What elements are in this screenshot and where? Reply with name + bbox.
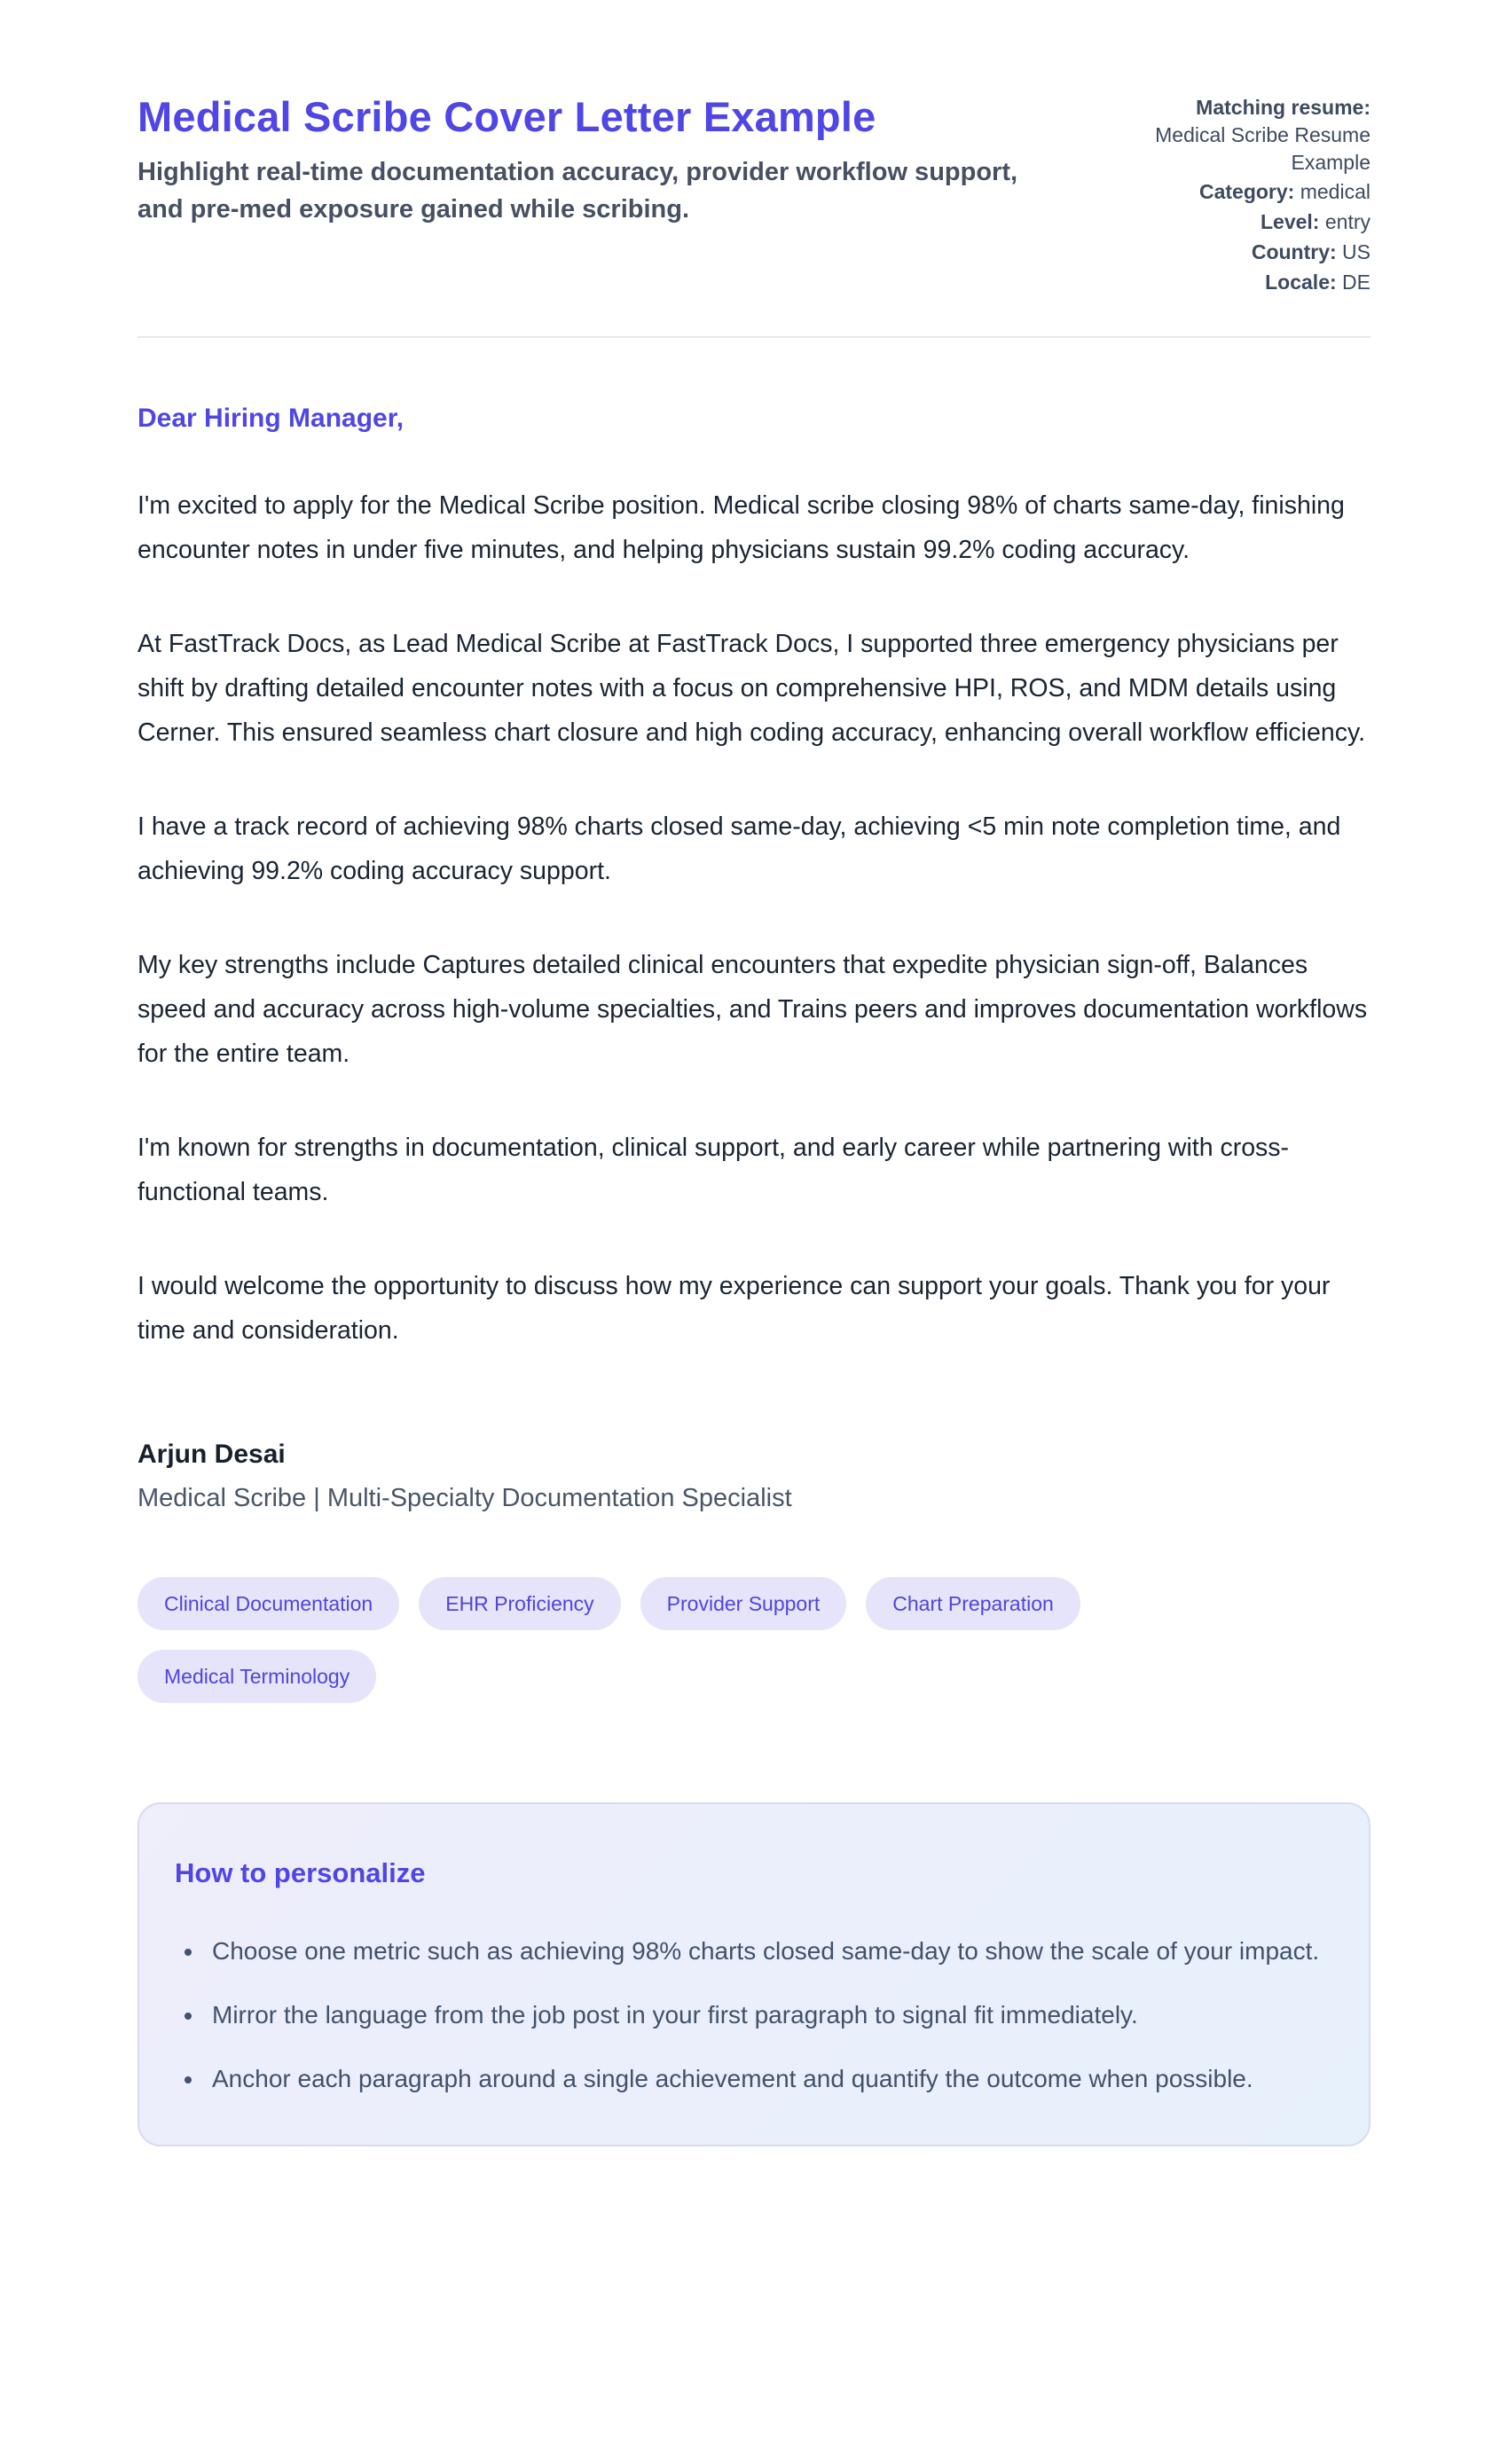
meta-locale [1118, 269, 1371, 296]
meta-country [1118, 239, 1371, 266]
page-subtitle: Highlight real-time documentation accuracy, provider workflow support, and pre-med exposure gained while scribing. [137, 157, 1018, 224]
personalize-tip: • Anchor each paragraph around a single achievement and quantify the outcome when possible. [205, 2056, 1324, 2102]
letter-paragraph: I have a track record of achieving 98% charts closed same-day, achieving <5 min note completion time, and achieving 99.2% coding accuracy support. [137, 812, 1341, 885]
skill-tag: EHR Proficiency [419, 1577, 620, 1630]
letter-paragraph: My key strengths include Captures detailed clinical encounters that expedite physician sign-off, Balances speed and accuracy across high-volume specialties, and Trains peers and improves documentation workflows for the entire team. [137, 950, 1368, 1068]
personalize-tip-list [175, 1928, 1324, 2102]
skill-tag: Medical Terminology [137, 1650, 376, 1703]
signature-block [137, 1440, 1371, 1513]
meta-locale-value: DE [1342, 270, 1371, 294]
meta-category [1118, 178, 1371, 206]
personalize-tip: • Mirror the language from the job post in your first paragraph to signal fit immediately. [205, 1992, 1324, 2038]
letter-greeting: Dear Hiring Manager, [137, 403, 404, 433]
meta-level-value: entry [1324, 210, 1371, 234]
meta-category-label: Category: [1198, 180, 1295, 204]
signature-name: Arjun Desai [137, 1439, 286, 1469]
page-title: Medical Scribe Cover Letter Example [137, 93, 876, 140]
meta-country-label: Country: [1251, 240, 1337, 264]
meta-matching-resume-label: Matching resume: [1196, 96, 1371, 119]
how-to-personalize-card [137, 1802, 1371, 2146]
meta-matching-resume [1118, 94, 1371, 176]
resume-meta [1118, 89, 1371, 299]
letter-paragraph: At FastTrack Docs, as Lead Medical Scribe at FastTrack Docs, I supported three emergency physicians per shift by drafting detailed encounter notes with a focus on comprehensive HPI, ROS, and MDM details using Cerner. This ensured seamless chart closure and high coding accuracy, enhancing overall workflow efficiency. [137, 629, 1366, 747]
letter-paragraph: I would welcome the opportunity to discuss how my experience can support your goals. Thank you for your time and consideration. [137, 1271, 1331, 1345]
how-to-personalize-heading: How to personalize [175, 1856, 426, 1888]
personalize-tip: • Choose one metric such as achieving 98% charts closed same-day to show the scale of your impact. [205, 1928, 1324, 1974]
skill-tag: Clinical Documentation [137, 1577, 399, 1630]
meta-matching-resume-value: Medical Scribe Resume Example [1155, 122, 1371, 174]
meta-level [1118, 208, 1371, 236]
signature-job-title: Medical Scribe | Multi-Specialty Documentation Specialist [137, 1483, 792, 1512]
header-divider [137, 336, 1371, 338]
meta-country-value: US [1342, 240, 1371, 264]
skill-tag: Provider Support [640, 1577, 847, 1630]
header-titles [137, 89, 1033, 228]
meta-category-value: medical [1300, 180, 1371, 204]
letter-paragraph: I'm excited to apply for the Medical Scribe position. Medical scribe closing 98% of charts same-day, finishing encounter notes in under five minutes, and helping physicians sustain 99.2% coding accuracy. [137, 490, 1345, 564]
letter-body [137, 404, 1371, 1353]
skill-tag-list [137, 1577, 1202, 1703]
skill-tag: Chart Preparation [866, 1577, 1080, 1630]
header [137, 89, 1371, 299]
letter-paragraph: I'm known for strengths in documentation, clinical support, and early career while partnering with cross-functional teams. [137, 1133, 1290, 1206]
meta-level-label: Level: [1260, 210, 1320, 234]
meta-locale-label: Locale: [1265, 270, 1337, 294]
